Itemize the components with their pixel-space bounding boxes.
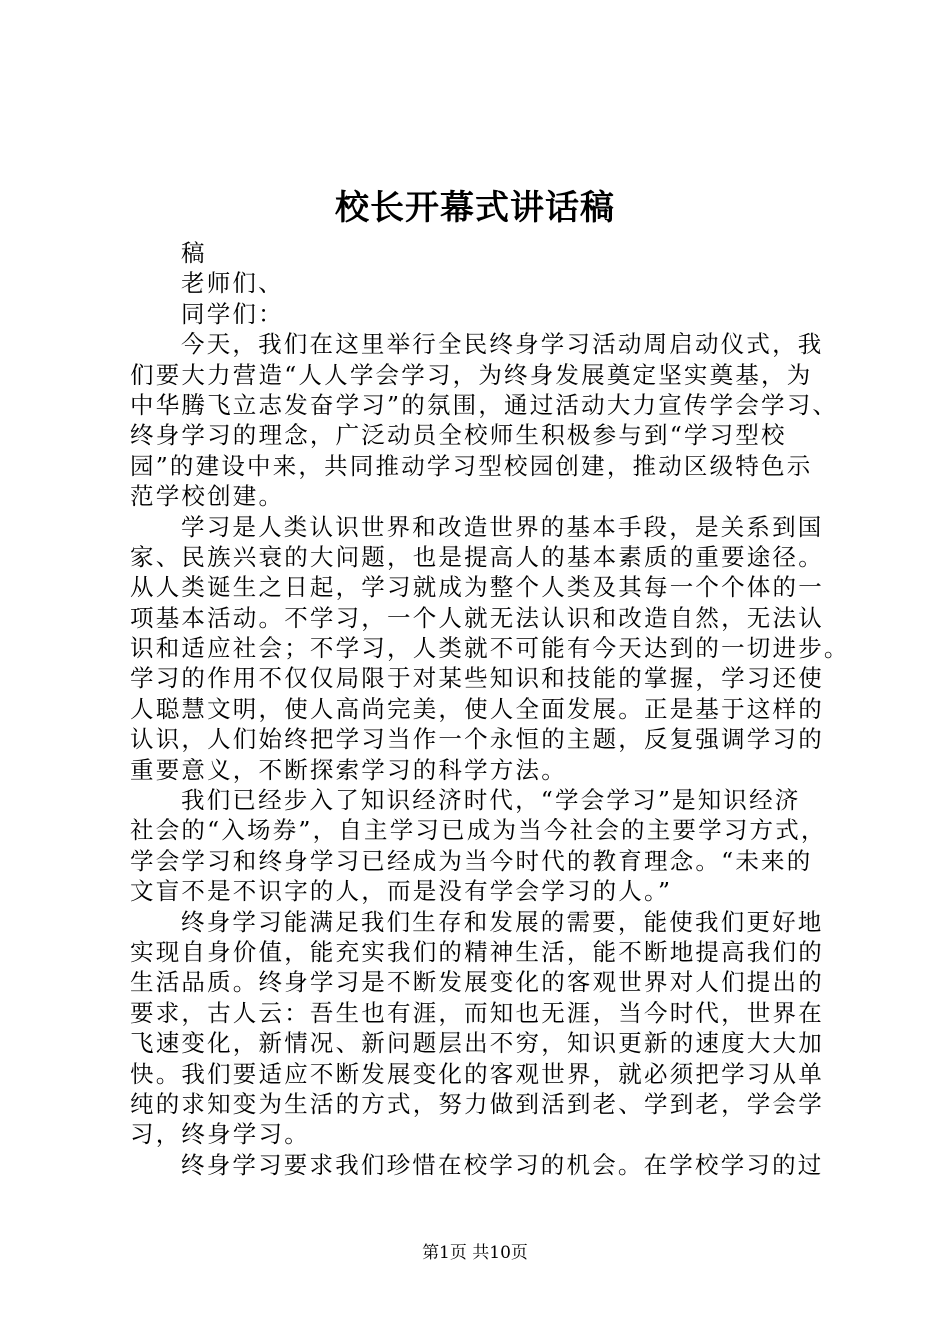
document-title: 校长开幕式讲话稿 (335, 188, 615, 228)
text-line: 们要大力营造“人人学会学习，为终身发展奠定坚实奠基，为 (130, 360, 813, 389)
text-line: 识和适应社会；不学习，人类就不可能有今天达到的一切进步。 (130, 634, 850, 663)
text-line: 今天，我们在这里举行全民终身学习活动周启动仪式，我 (181, 330, 824, 359)
text-line: 社会的“入场券”，自主学习已成为当今社会的主要学习方式， (130, 816, 827, 845)
text-line: 中华腾飞立志发奋学习”的氛围，通过活动大力宣传学会学习、 (130, 390, 839, 419)
text-line: 终身学习能满足我们生存和发展的需要，能使我们更好地 (181, 907, 824, 936)
page-footer (0, 1240, 950, 1266)
text-line: 园”的建设中来，共同推动学习型校园创建，推动区级特色示 (130, 451, 813, 480)
text-line: 学会学习和终身学习已经成为当今时代的教育理念。“未来的 (130, 846, 813, 875)
text-line: 实现自身价值，能充实我们的精神生活，能不断地提高我们的 (130, 937, 824, 966)
text-line: 习，终身学习。 (130, 1120, 310, 1149)
text-line: 项基本活动。不学习，一个人就无法认识和改造自然，无法认 (130, 603, 824, 632)
total-pages: 共10页 (472, 1243, 528, 1263)
text-line: 学习的作用不仅仅局限于对某些知识和技能的掌握，学习还使 (130, 664, 824, 693)
text-line: 范学校创建。 (130, 482, 285, 511)
text-line: 人聪慧文明，使人高尚完美，使人全面发展。正是基于这样的 (130, 694, 824, 723)
text-line: 稿 (181, 239, 207, 267)
page-number: 第1页 (422, 1243, 467, 1263)
text-line: 同学们： (181, 299, 284, 328)
text-line: 终身学习要求我们珍惜在校学习的机会。在学校学习的过 (181, 1150, 824, 1179)
text-line: 老师们、 (181, 269, 284, 298)
text-line: 重要意义，不断探索学习的科学方法。 (130, 755, 567, 784)
text-line: 学习是人类认识世界和改造世界的基本手段，是关系到国 (181, 512, 824, 541)
text-line: 飞速变化，新情况、新问题层出不穷，知识更新的速度大大加 (130, 1029, 824, 1058)
text-line: 我们已经步入了知识经济时代，“学会学习”是知识经济 (181, 786, 801, 815)
text-line: 认识，人们始终把学习当作一个永恒的主题，反复强调学习的 (130, 725, 824, 754)
text-line: 生活品质。终身学习是不断发展变化的客观世界对人们提出的 (130, 968, 824, 997)
text-line: 纯的求知变为生活的方式，努力做到活到老、学到老，学会学 (130, 1089, 824, 1118)
text-line: 快。我们要适应不断发展变化的客观世界，就必须把学习从单 (130, 1059, 824, 1088)
document-body (130, 238, 850, 1180)
text-line: 家、民族兴衰的大问题，也是提高人的基本素质的重要途径。 (130, 542, 824, 571)
text-line: 终身学习的理念，广泛动员全校师生积极参与到“学习型校 (130, 421, 787, 450)
text-line: 从人类诞生之日起，学习就成为整个人类及其每一个个体的一 (130, 573, 824, 602)
text-line: 文盲不是不识字的人，而是没有学会学习的人。” (130, 877, 673, 906)
text-line: 要求，古人云：吾生也有涯，而知也无涯，当今时代，世界在 (130, 998, 824, 1027)
